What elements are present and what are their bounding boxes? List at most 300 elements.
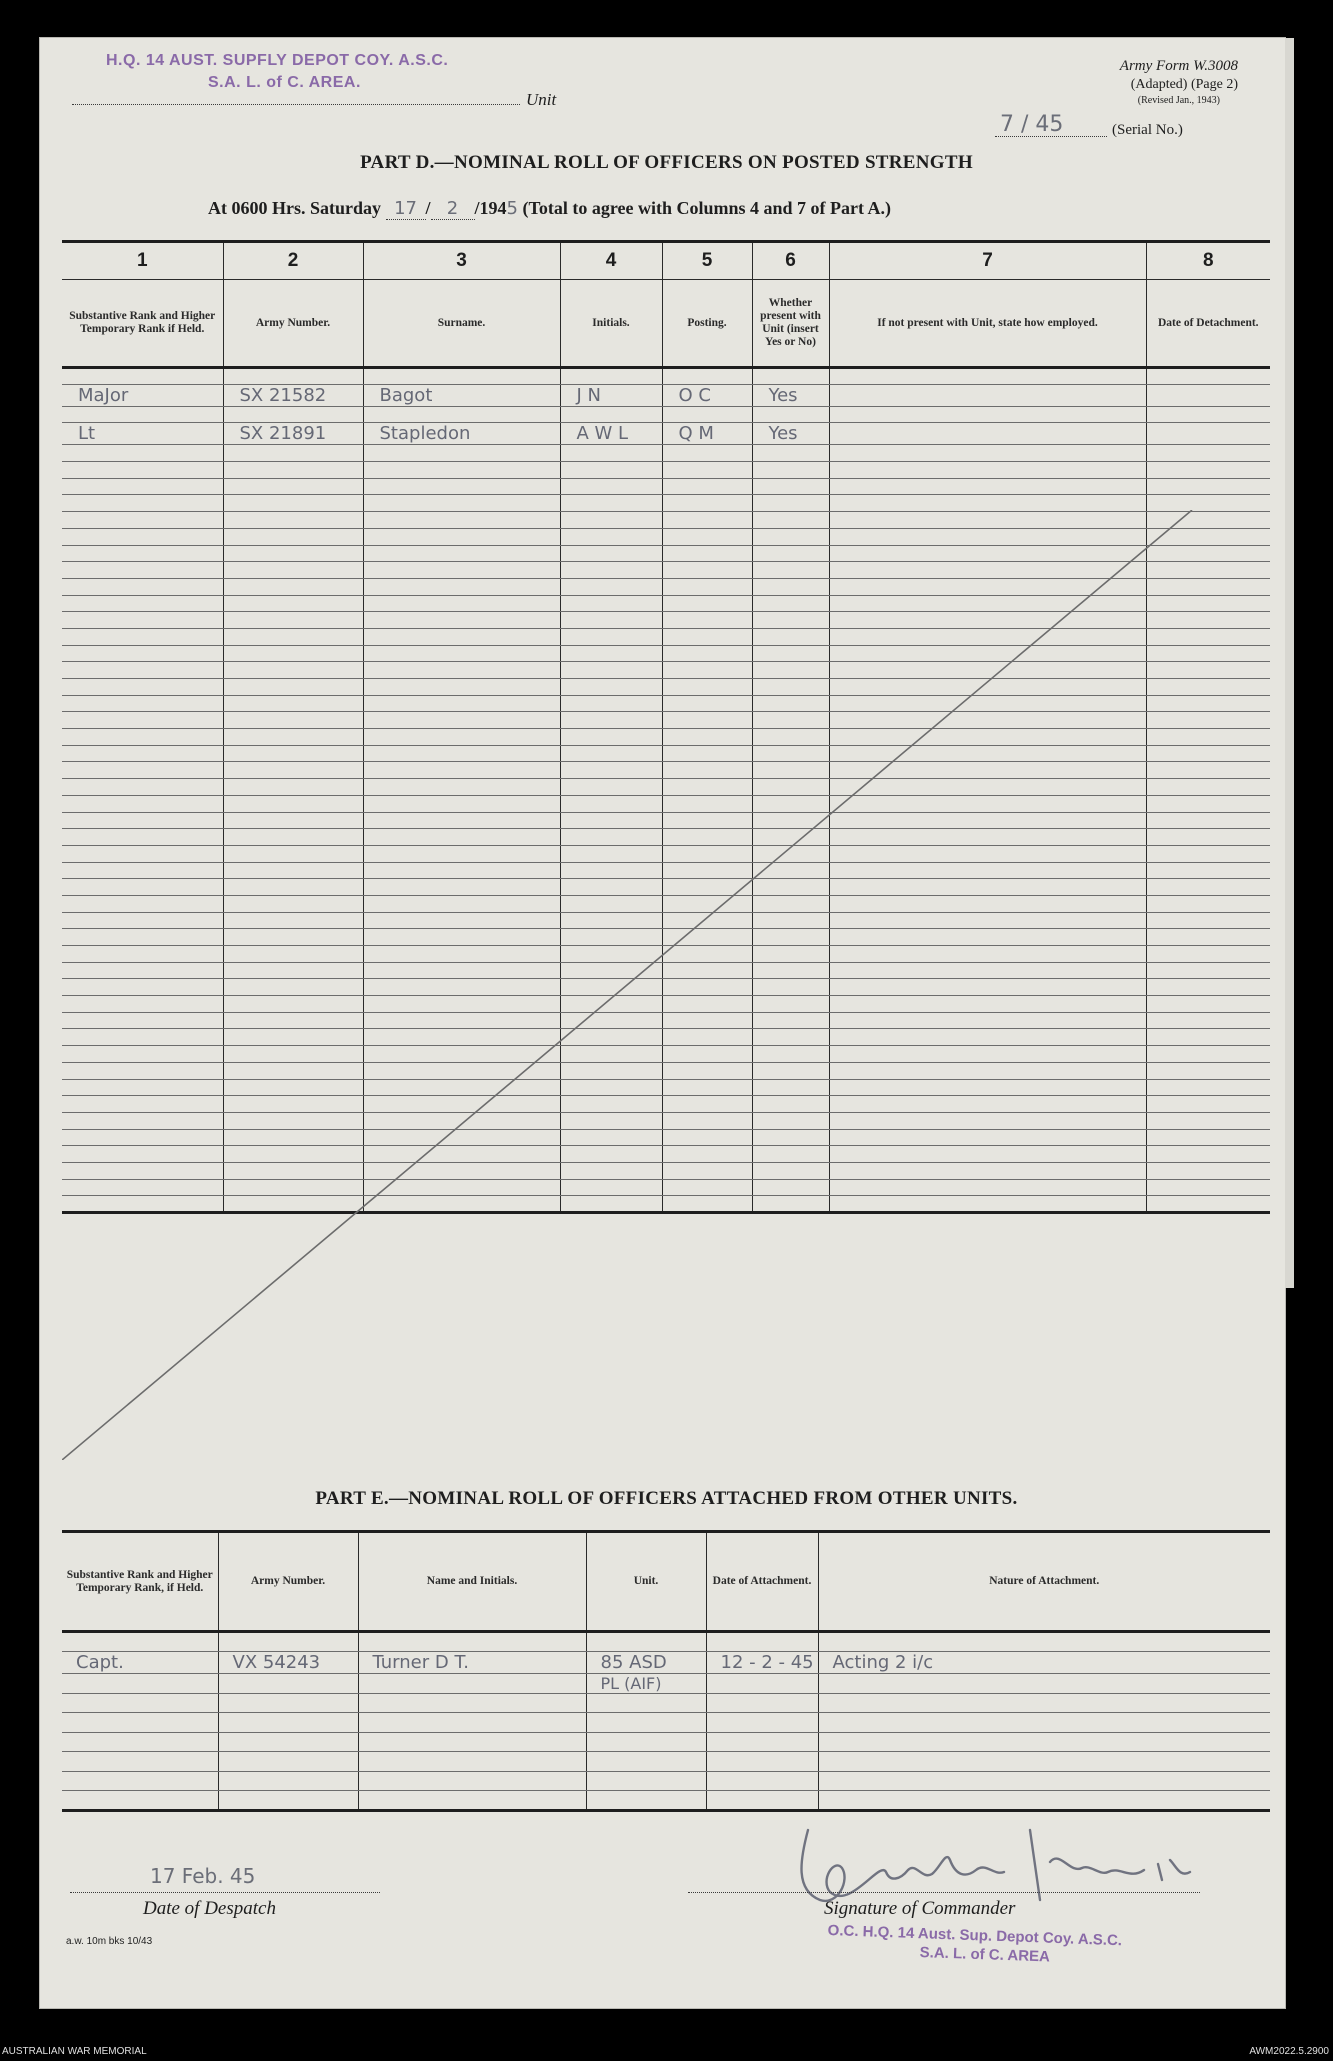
part-d-cell-rank xyxy=(62,368,223,385)
part-d-cell-employed xyxy=(829,1062,1146,1079)
table-row xyxy=(62,545,1270,562)
table-row xyxy=(62,929,1270,946)
part-d-cell-detach xyxy=(1146,946,1270,963)
part-e-col-header-2: Army Number. xyxy=(218,1532,358,1632)
table-row xyxy=(62,912,1270,929)
part-d-cell-present xyxy=(752,695,829,712)
part-d-cell-number xyxy=(223,578,363,595)
part-d-cell-employed xyxy=(829,862,1146,879)
part-d-cell-number xyxy=(223,929,363,946)
part-d-cell-rank xyxy=(62,979,223,996)
part-d-cell-employed xyxy=(829,512,1146,529)
part-d-cell-initials xyxy=(560,645,662,662)
part-d-cell-present xyxy=(752,996,829,1013)
part-d-cell-number xyxy=(223,745,363,762)
part-d-cell-initials xyxy=(560,512,662,529)
part-d-cell-present xyxy=(752,762,829,779)
part-d-cell-posting xyxy=(662,1129,752,1146)
part-d-cell-surname xyxy=(363,628,560,645)
table-row xyxy=(62,862,1270,879)
date-prefix: At 0600 Hrs. Saturday xyxy=(208,198,382,218)
part-d-cell-present xyxy=(752,929,829,946)
part-d-cell-number xyxy=(223,1179,363,1196)
part-d-cell-number xyxy=(223,979,363,996)
part-d-cell-detach xyxy=(1146,729,1270,746)
part-d-cell-detach xyxy=(1146,862,1270,879)
part-d-cell-surname xyxy=(363,962,560,979)
part-d-cell-detach xyxy=(1146,512,1270,529)
part-d-cell-surname xyxy=(363,946,560,963)
part-d-cell-posting xyxy=(662,1196,752,1213)
part-e-cell-rank xyxy=(62,1732,218,1752)
part-d-cell-detach xyxy=(1146,1046,1270,1063)
part-d-cell-detach xyxy=(1146,423,1270,445)
part-d-cell-surname xyxy=(363,862,560,879)
part-d-cell-posting xyxy=(662,1079,752,1096)
part-d-cell-rank xyxy=(62,595,223,612)
part-d-cell-initials xyxy=(560,662,662,679)
part-d-cell-initials xyxy=(560,812,662,829)
table-row xyxy=(62,1046,1270,1063)
part-e-col-header-1: Substantive Rank and Higher Temporary Rank, if Held. xyxy=(62,1532,218,1632)
part-d-cell-present xyxy=(752,912,829,929)
part-d-cell-initials xyxy=(560,1046,662,1063)
table-row xyxy=(62,462,1270,479)
part-d-cell-employed xyxy=(829,946,1146,963)
part-e-cell-number: VX 54243 xyxy=(218,1651,358,1673)
part-d-cell-posting xyxy=(662,946,752,963)
part-d-cell-number xyxy=(223,679,363,696)
part-d-cell-present xyxy=(752,1096,829,1113)
part-d-cell-posting xyxy=(662,695,752,712)
table-row xyxy=(62,962,1270,979)
part-d-cell-rank xyxy=(62,612,223,629)
part-d-cell-employed xyxy=(829,1096,1146,1113)
part-d-cell-detach xyxy=(1146,628,1270,645)
part-d-cell-initials xyxy=(560,1196,662,1213)
table-row xyxy=(62,528,1270,545)
part-d-cell-employed xyxy=(829,762,1146,779)
table-row xyxy=(62,679,1270,696)
part-d-cell-posting xyxy=(662,745,752,762)
part-d-cell-surname xyxy=(363,562,560,579)
part-d-cell-posting xyxy=(662,812,752,829)
part-d-cell-employed xyxy=(829,962,1146,979)
part-d-cell-posting xyxy=(662,612,752,629)
part-e-cell-unit xyxy=(586,1752,706,1772)
table-row xyxy=(62,645,1270,662)
part-e-cell-date: 12 - 2 - 45 xyxy=(706,1651,818,1673)
serial-number: 7 / 45 xyxy=(1000,112,1064,137)
part-d-cell-posting xyxy=(662,962,752,979)
despatch-date-value: 17 Feb. 45 xyxy=(150,1864,256,1888)
part-d-cell-posting xyxy=(662,662,752,679)
table-row xyxy=(62,1713,1270,1733)
part-d-cell-surname xyxy=(363,845,560,862)
part-d-cell-number xyxy=(223,845,363,862)
part-d-cell-rank xyxy=(62,946,223,963)
part-d-cell-employed xyxy=(829,679,1146,696)
part-e-cell-nature xyxy=(818,1693,1270,1713)
part-d-cell-detach xyxy=(1146,1079,1270,1096)
part-d-cell-detach xyxy=(1146,996,1270,1013)
part-d-cell-present xyxy=(752,528,829,545)
part-d-cell-rank xyxy=(62,795,223,812)
part-e-cell-unit xyxy=(586,1693,706,1713)
part-d-cell-surname xyxy=(363,578,560,595)
part-d-cell-rank xyxy=(62,845,223,862)
part-d-cell-posting: O C xyxy=(662,384,752,406)
form-revised-label: (Revised Jan., 1943) xyxy=(1137,95,1220,106)
part-d-col-header-2: Army Number. xyxy=(223,280,363,368)
date-suffix: (Total to agree with Columns 4 and 7 of Part A.) xyxy=(522,198,891,218)
part-d-cell-detach xyxy=(1146,578,1270,595)
part-e-cell-unit xyxy=(586,1713,706,1733)
part-d-cell-initials xyxy=(560,679,662,696)
part-d-cell-rank xyxy=(62,745,223,762)
part-d-cell-number xyxy=(223,595,363,612)
part-d-cell-detach xyxy=(1146,1146,1270,1163)
part-d-cell-initials xyxy=(560,578,662,595)
part-e-cell-name xyxy=(358,1732,586,1752)
part-d-cell-surname: Bagot xyxy=(363,384,560,406)
serial-dotted-line xyxy=(995,136,1107,137)
part-d-cell-employed xyxy=(829,845,1146,862)
part-d-cell-surname xyxy=(363,812,560,829)
part-d-cell-detach xyxy=(1146,1096,1270,1113)
part-d-cell-surname xyxy=(363,495,560,512)
table-row xyxy=(62,762,1270,779)
unit-dotted-line xyxy=(72,104,520,105)
part-d-cell-employed xyxy=(829,895,1146,912)
part-d-cell-detach xyxy=(1146,495,1270,512)
part-d-cell-number xyxy=(223,946,363,963)
part-d-cell-initials xyxy=(560,1112,662,1129)
part-d-cell-rank xyxy=(62,645,223,662)
commander-stamp-line2: S.A. L. of C. AREA xyxy=(919,1944,1051,1966)
part-d-cell-posting xyxy=(662,829,752,846)
part-e-title: PART E.—NOMINAL ROLL OF OFFICERS ATTACHED FROM OTHER UNITS. xyxy=(315,1488,1018,1509)
part-d-cell-detach xyxy=(1146,545,1270,562)
table-row xyxy=(62,595,1270,612)
part-e-cell-date xyxy=(706,1752,818,1772)
part-d-cell-employed xyxy=(829,578,1146,595)
part-d-cell-rank xyxy=(62,895,223,912)
part-e-cell-unit xyxy=(586,1632,706,1652)
table-row xyxy=(62,946,1270,963)
part-d-cell-employed xyxy=(829,1146,1146,1163)
table-row xyxy=(62,1062,1270,1079)
part-d-cell-surname xyxy=(363,1162,560,1179)
part-d-cell-initials xyxy=(560,979,662,996)
part-e-cell-rank xyxy=(62,1713,218,1733)
table-row xyxy=(62,423,1270,445)
table-row xyxy=(62,1112,1270,1129)
part-d-cell-posting xyxy=(662,929,752,946)
part-e-cell-rank xyxy=(62,1771,218,1791)
part-d-cell-initials xyxy=(560,879,662,896)
part-d-cell-employed xyxy=(829,406,1146,423)
part-e-cell-number xyxy=(218,1771,358,1791)
part-d-cell-surname xyxy=(363,595,560,612)
part-d-cell-employed xyxy=(829,1029,1146,1046)
date-year-printed: 194 xyxy=(479,198,507,218)
part-d-cell-rank xyxy=(62,445,223,462)
table-row xyxy=(62,1732,1270,1752)
part-d-cell-employed xyxy=(829,829,1146,846)
table-row xyxy=(62,1771,1270,1791)
part-d-cell-number xyxy=(223,1012,363,1029)
part-d-colnum-2: 2 xyxy=(223,242,363,280)
part-d-col-header-7: If not present with Unit, state how employed. xyxy=(829,280,1146,368)
part-d-cell-employed xyxy=(829,912,1146,929)
part-d-cell-surname xyxy=(363,1012,560,1029)
part-d-cell-surname xyxy=(363,406,560,423)
table-row xyxy=(62,1632,1270,1652)
part-d-cell-detach xyxy=(1146,1029,1270,1046)
part-d-cell-rank xyxy=(62,1162,223,1179)
part-d-cell-posting xyxy=(662,979,752,996)
part-d-col-header-4: Initials. xyxy=(560,280,662,368)
part-d-cell-rank xyxy=(62,1029,223,1046)
table-row xyxy=(62,745,1270,762)
part-d-cell-surname xyxy=(363,1096,560,1113)
part-d-cell-initials xyxy=(560,445,662,462)
part-d-cell-employed xyxy=(829,812,1146,829)
serial-label: (Serial No.) xyxy=(1112,122,1183,138)
part-d-cell-posting xyxy=(662,578,752,595)
part-d-cell-present xyxy=(752,368,829,385)
part-d-cell-surname xyxy=(363,1079,560,1096)
part-d-cell-initials xyxy=(560,612,662,629)
archive-label-left: AUSTRALIAN WAR MEMORIAL xyxy=(2,2046,147,2057)
part-d-cell-posting xyxy=(662,1146,752,1163)
part-d-cell-posting xyxy=(662,795,752,812)
part-d-cell-posting xyxy=(662,368,752,385)
part-e-cell-date xyxy=(706,1791,818,1811)
part-d-cell-posting xyxy=(662,1096,752,1113)
part-d-cell-detach xyxy=(1146,895,1270,912)
army-form-label: Army Form W.3008 xyxy=(1119,58,1238,74)
part-d-cell-rank xyxy=(62,1012,223,1029)
part-d-cell-present xyxy=(752,662,829,679)
part-d-cell-present xyxy=(752,829,829,846)
part-d-cell-number xyxy=(223,645,363,662)
part-d-cell-number xyxy=(223,779,363,796)
part-d-cell-posting xyxy=(662,528,752,545)
part-d-cell-surname xyxy=(363,1179,560,1196)
part-d-cell-initials xyxy=(560,845,662,862)
part-d-cell-posting xyxy=(662,862,752,879)
part-d-cell-number xyxy=(223,662,363,679)
part-e-cell-rank xyxy=(62,1673,218,1693)
part-d-cell-detach xyxy=(1146,595,1270,612)
part-d-cell-initials xyxy=(560,478,662,495)
part-d-cell-number xyxy=(223,1096,363,1113)
part-d-cell-present xyxy=(752,406,829,423)
part-e-cell-date xyxy=(706,1632,818,1652)
part-d-cell-detach xyxy=(1146,528,1270,545)
part-d-cell-number xyxy=(223,1112,363,1129)
table-row xyxy=(62,628,1270,645)
part-d-cell-surname xyxy=(363,929,560,946)
part-d-cell-surname xyxy=(363,895,560,912)
part-d-cell-surname xyxy=(363,779,560,796)
part-d-cell-rank xyxy=(62,829,223,846)
part-e-cell-unit: PL (AIF) xyxy=(586,1673,706,1693)
table-row xyxy=(62,478,1270,495)
part-d-cell-number xyxy=(223,445,363,462)
part-d-cell-detach xyxy=(1146,829,1270,846)
part-d-cell-detach xyxy=(1146,879,1270,896)
table-row xyxy=(62,1673,1270,1693)
part-d-cell-rank xyxy=(62,862,223,879)
part-d-cell-surname xyxy=(363,912,560,929)
part-d-cell-present xyxy=(752,628,829,645)
part-d-cell-posting xyxy=(662,912,752,929)
part-d-cell-employed xyxy=(829,795,1146,812)
part-d-cell-number xyxy=(223,545,363,562)
part-d-cell-present xyxy=(752,795,829,812)
part-d-cell-present xyxy=(752,946,829,963)
part-d-cell-surname xyxy=(363,679,560,696)
form-adapted-label: (Adapted) (Page 2) xyxy=(1130,77,1238,92)
part-d-cell-detach xyxy=(1146,1179,1270,1196)
part-e-cell-date xyxy=(706,1771,818,1791)
table-row xyxy=(62,1791,1270,1811)
part-d-cell-employed xyxy=(829,1129,1146,1146)
part-e-cell-nature xyxy=(818,1632,1270,1652)
part-d-cell-number xyxy=(223,812,363,829)
part-e-cell-number xyxy=(218,1632,358,1652)
part-d-cell-number xyxy=(223,829,363,846)
part-d-cell-present xyxy=(752,979,829,996)
table-row xyxy=(62,879,1270,896)
part-d-cell-employed xyxy=(829,562,1146,579)
part-d-cell-initials xyxy=(560,1179,662,1196)
part-d-cell-initials xyxy=(560,528,662,545)
table-row xyxy=(62,612,1270,629)
part-d-cell-number xyxy=(223,729,363,746)
part-d-cell-detach xyxy=(1146,812,1270,829)
part-e-cell-name xyxy=(358,1632,586,1652)
part-d-cell-posting xyxy=(662,779,752,796)
part-d-cell-initials xyxy=(560,545,662,562)
part-d-colnum-1: 1 xyxy=(62,242,223,280)
part-d-cell-employed xyxy=(829,368,1146,385)
part-d-cell-posting: Q M xyxy=(662,423,752,445)
part-d-cell-surname xyxy=(363,1029,560,1046)
part-d-cell-employed xyxy=(829,695,1146,712)
part-d-cell-employed xyxy=(829,628,1146,645)
part-d-cell-posting xyxy=(662,1162,752,1179)
part-e-cell-nature: Acting 2 i/c xyxy=(818,1651,1270,1673)
unit-stamp-line2: S.A. L. of C. AREA. xyxy=(208,74,361,91)
part-d-cell-number xyxy=(223,1162,363,1179)
part-d-cell-present: Yes xyxy=(752,384,829,406)
part-d-cell-rank xyxy=(62,812,223,829)
part-d-cell-number xyxy=(223,1046,363,1063)
part-d-cell-posting xyxy=(662,712,752,729)
part-d-cell-surname xyxy=(363,1112,560,1129)
part-d-cell-number xyxy=(223,1079,363,1096)
part-d-cell-employed xyxy=(829,545,1146,562)
part-d-cell-present xyxy=(752,895,829,912)
part-d-cell-posting xyxy=(662,495,752,512)
part-d-cell-surname xyxy=(363,545,560,562)
part-e-cell-name xyxy=(358,1771,586,1791)
part-d-cell-surname xyxy=(363,979,560,996)
part-d-cell-posting xyxy=(662,645,752,662)
part-d-cell-detach xyxy=(1146,679,1270,696)
part-d-cell-rank xyxy=(62,762,223,779)
table-row xyxy=(62,1162,1270,1179)
part-e-cell-nature xyxy=(818,1791,1270,1811)
part-d-cell-detach xyxy=(1146,929,1270,946)
part-d-cell-number xyxy=(223,612,363,629)
part-d-cell-present xyxy=(752,645,829,662)
part-d-cell-rank xyxy=(62,962,223,979)
part-e-col-header-3: Name and Initials. xyxy=(358,1532,586,1632)
part-d-date-line: At 0600 Hrs. Saturday 17 / 2 /1945 (Total to agree with Columns 4 and 7 of Part A.) xyxy=(208,198,891,219)
table-row xyxy=(62,829,1270,846)
table-row xyxy=(62,1012,1270,1029)
part-d-cell-initials xyxy=(560,912,662,929)
part-d-cell-surname: Stapledon xyxy=(363,423,560,445)
part-d-cell-present xyxy=(752,679,829,696)
part-d-cell-posting xyxy=(662,462,752,479)
part-d-cell-present xyxy=(752,812,829,829)
part-d-cell-rank xyxy=(62,879,223,896)
part-d-cell-surname xyxy=(363,512,560,529)
part-d-cell-employed xyxy=(829,528,1146,545)
part-e-col-header-5: Date of Attachment. xyxy=(706,1532,818,1632)
part-d-cell-surname xyxy=(363,879,560,896)
part-d-cell-surname xyxy=(363,695,560,712)
part-d-cell-posting xyxy=(662,762,752,779)
part-d-cell-rank xyxy=(62,662,223,679)
part-d-cell-posting xyxy=(662,1046,752,1063)
part-d-cell-posting xyxy=(662,445,752,462)
table-row xyxy=(62,1096,1270,1113)
part-d-cell-posting xyxy=(662,996,752,1013)
part-d-cell-posting xyxy=(662,729,752,746)
signature-label: Signature of Commander xyxy=(824,1898,1016,1919)
part-d-cell-initials xyxy=(560,1146,662,1163)
part-d-cell-posting xyxy=(662,628,752,645)
part-d-cell-detach xyxy=(1146,562,1270,579)
table-row xyxy=(62,662,1270,679)
part-d-cell-initials xyxy=(560,729,662,746)
part-d-cell-present xyxy=(752,578,829,595)
part-d-cell-detach xyxy=(1146,762,1270,779)
part-d-cell-initials xyxy=(560,946,662,963)
part-d-col-header-1: Substantive Rank and Higher Temporary Rank if Held. xyxy=(62,280,223,368)
part-e-cell-date xyxy=(706,1693,818,1713)
part-e-cell-name xyxy=(358,1791,586,1811)
table-row xyxy=(62,1651,1270,1673)
part-e-cell-number xyxy=(218,1673,358,1693)
part-d-cell-number: SX 21582 xyxy=(223,384,363,406)
part-d-cell-employed xyxy=(829,445,1146,462)
part-d-cell-number xyxy=(223,996,363,1013)
table-row xyxy=(62,1196,1270,1213)
part-d-cell-detach xyxy=(1146,712,1270,729)
table-row xyxy=(62,979,1270,996)
part-d-cell-surname xyxy=(363,745,560,762)
part-d-cell-number xyxy=(223,1146,363,1163)
part-d-cell-rank xyxy=(62,779,223,796)
